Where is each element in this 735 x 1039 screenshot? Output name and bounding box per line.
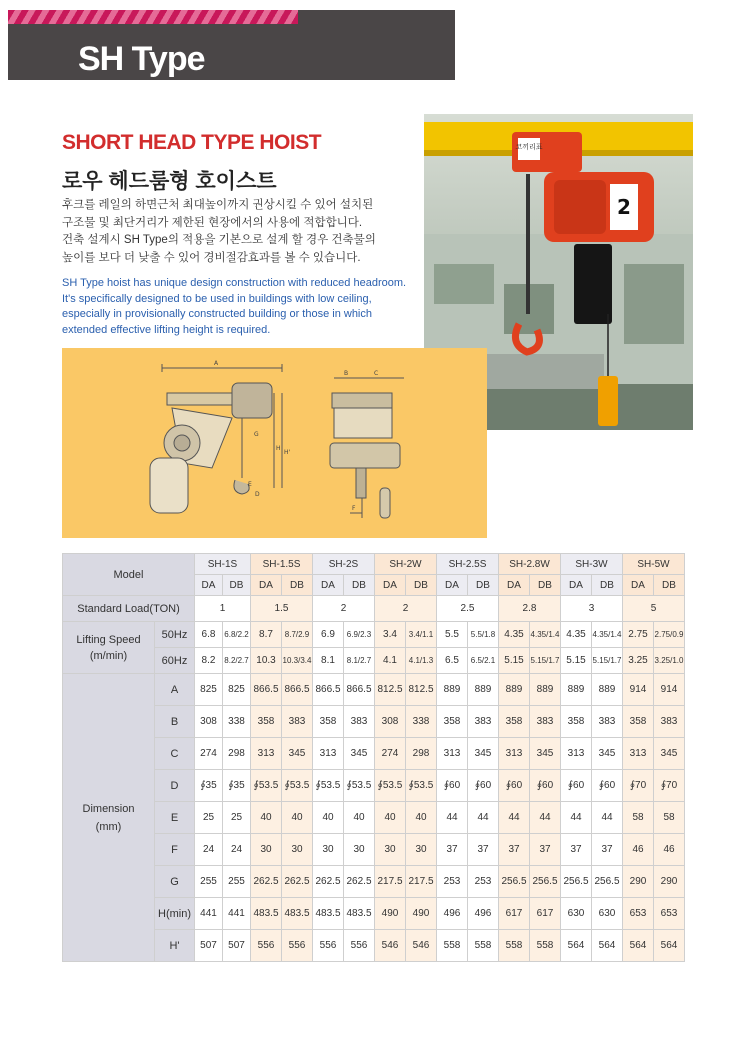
dimension-value: 58 xyxy=(654,802,685,834)
load-value: 2.5 xyxy=(437,596,499,622)
dimension-value: 274 xyxy=(195,738,223,770)
model-header: SH-3W xyxy=(561,554,623,575)
dimension-value: 490 xyxy=(375,898,406,930)
speed-value: 4.35 xyxy=(561,622,592,648)
desc-en-line: extended effective lifting height is required. xyxy=(62,323,271,336)
dim-label-d: D xyxy=(255,491,260,498)
dimension-value: 30 xyxy=(251,834,282,866)
speed-value: 10.3/3.4 xyxy=(282,648,313,674)
dimension-drawing xyxy=(62,348,487,538)
dimension-value: 383 xyxy=(592,706,623,738)
dimension-value: ∮60 xyxy=(592,770,623,802)
row-dimension xyxy=(63,738,685,770)
speed-value: 3.4 xyxy=(375,622,406,648)
dimension-value: 262.5 xyxy=(313,866,344,898)
model-header: SH-2S xyxy=(313,554,375,575)
dimension-value: 25 xyxy=(195,802,223,834)
dimension-value: 546 xyxy=(406,930,437,962)
row-dimension xyxy=(63,802,685,834)
dimension-label xyxy=(63,674,155,962)
lifting-speed-label xyxy=(63,622,155,674)
speed-value: 5.15/1.7 xyxy=(530,648,561,674)
dimension-value: 338 xyxy=(223,706,251,738)
speed-value: 5.15/1.7 xyxy=(592,648,623,674)
dimension-value: 358 xyxy=(499,706,530,738)
dimension-value: 308 xyxy=(375,706,406,738)
row-lifting-speed xyxy=(63,622,685,648)
sub-header-da: DA xyxy=(251,575,282,596)
dimension-value: ∮53.5 xyxy=(251,770,282,802)
dimension-value: 914 xyxy=(654,674,685,706)
speed-value: 10.3 xyxy=(251,648,282,674)
dimension-value: 313 xyxy=(313,738,344,770)
dimension-value: 483.5 xyxy=(344,898,375,930)
speed-value: 6.9 xyxy=(313,622,344,648)
lifting-speed-label-line: Lifting Speed xyxy=(76,633,141,646)
sub-header-da: DA xyxy=(499,575,530,596)
description-english xyxy=(62,276,417,338)
dimension-value: 253 xyxy=(468,866,499,898)
dimension-value: 441 xyxy=(195,898,223,930)
dimension-value: 630 xyxy=(592,898,623,930)
speed-value: 6.8 xyxy=(195,622,223,648)
dimension-value: 40 xyxy=(406,802,437,834)
dimension-value: ∮53.5 xyxy=(313,770,344,802)
dimension-value: 558 xyxy=(499,930,530,962)
dimension-value: 383 xyxy=(344,706,375,738)
dimension-value: 37 xyxy=(592,834,623,866)
speed-value: 4.35 xyxy=(499,622,530,648)
model-header: SH-2W xyxy=(375,554,437,575)
page-title: SH Type xyxy=(78,40,205,78)
speed-value: 6.5/2.1 xyxy=(468,648,499,674)
dimension-key: F xyxy=(155,834,195,866)
dimension-value: 30 xyxy=(406,834,437,866)
dim-label-a: A xyxy=(214,360,219,367)
dimension-value: 30 xyxy=(282,834,313,866)
dimension-value: 313 xyxy=(499,738,530,770)
sub-header-db: DB xyxy=(406,575,437,596)
title-ko: 로우 헤드룸형 호이스트 xyxy=(62,170,277,193)
row-standard-load xyxy=(63,596,685,622)
spec-table xyxy=(62,553,685,962)
sub-header-da: DA xyxy=(313,575,344,596)
dimension-value: 37 xyxy=(499,834,530,866)
speed-value: 4.35/1.4 xyxy=(530,622,561,648)
dimension-value: 46 xyxy=(623,834,654,866)
dimension-value: ∮60 xyxy=(530,770,561,802)
dimension-value: 30 xyxy=(344,834,375,866)
dim-label-h: H xyxy=(276,445,281,452)
dimension-value: 889 xyxy=(499,674,530,706)
dimension-value: 313 xyxy=(437,738,468,770)
dimension-value: ∮53.5 xyxy=(344,770,375,802)
row-dimension xyxy=(63,706,685,738)
speed-value: 5.5 xyxy=(437,622,468,648)
dimension-key: H(min) xyxy=(155,898,195,930)
speed-value: 8.7/2.9 xyxy=(282,622,313,648)
dimension-value: 889 xyxy=(561,674,592,706)
dimension-value: 255 xyxy=(195,866,223,898)
dimension-key: D xyxy=(155,770,195,802)
dimension-value: 345 xyxy=(468,738,499,770)
dimension-value: 889 xyxy=(592,674,623,706)
dimension-value: 889 xyxy=(468,674,499,706)
dimension-value: 653 xyxy=(623,898,654,930)
dim-label-c: C xyxy=(374,370,379,377)
dimension-key: B xyxy=(155,706,195,738)
dimension-value: ∮35 xyxy=(195,770,223,802)
dimension-value: 262.5 xyxy=(251,866,282,898)
dimension-value: 24 xyxy=(223,834,251,866)
dimension-value: 812.5 xyxy=(375,674,406,706)
table-body xyxy=(63,554,685,962)
dimension-value: 556 xyxy=(313,930,344,962)
speed-value: 8.1/2.7 xyxy=(344,648,375,674)
dimension-value: 653 xyxy=(654,898,685,930)
dimension-value: 866.5 xyxy=(344,674,375,706)
dimension-value: 256.5 xyxy=(499,866,530,898)
dimension-value: 290 xyxy=(623,866,654,898)
dimension-value: 40 xyxy=(313,802,344,834)
dimension-value: 564 xyxy=(561,930,592,962)
dimension-value: 558 xyxy=(437,930,468,962)
dimension-drawing-svg xyxy=(62,348,487,538)
dimension-value: ∮53.5 xyxy=(375,770,406,802)
speed-value: 8.1 xyxy=(313,648,344,674)
model-header: SH-5W xyxy=(623,554,685,575)
dim-label-f: F xyxy=(352,505,356,512)
dimension-value: 358 xyxy=(561,706,592,738)
dimension-key: G xyxy=(155,866,195,898)
sub-header-da: DA xyxy=(437,575,468,596)
load-value: 5 xyxy=(623,596,685,622)
dimension-key: H' xyxy=(155,930,195,962)
sub-header-db: DB xyxy=(344,575,375,596)
model-header: SH-2.8W xyxy=(499,554,561,575)
dimension-value: 866.5 xyxy=(313,674,344,706)
dimension-value: ∮53.5 xyxy=(282,770,313,802)
speed-value: 6.5 xyxy=(437,648,468,674)
speed-value: 5.5/1.8 xyxy=(468,622,499,648)
dimension-value: 37 xyxy=(561,834,592,866)
dimension-value: 914 xyxy=(623,674,654,706)
desc-en-line: especially in provisionally constructed building or those in which xyxy=(62,308,372,320)
dimension-value: 256.5 xyxy=(530,866,561,898)
dimension-key: E xyxy=(155,802,195,834)
desc-ko-line: 높이를 보다 더 낮출 수 있어 경비절감효과를 볼 수 있습니다. xyxy=(62,251,361,264)
dimension-value: ∮60 xyxy=(437,770,468,802)
dimension-value: 217.5 xyxy=(375,866,406,898)
dimension-value: 253 xyxy=(437,866,468,898)
dimension-value: 313 xyxy=(561,738,592,770)
dimension-value: 564 xyxy=(592,930,623,962)
dimension-value: ∮35 xyxy=(223,770,251,802)
dimension-value: 262.5 xyxy=(344,866,375,898)
dimension-value: 441 xyxy=(223,898,251,930)
dimension-value: 496 xyxy=(468,898,499,930)
sub-header-da: DA xyxy=(561,575,592,596)
sub-header-db: DB xyxy=(530,575,561,596)
speed-value: 3.4/1.1 xyxy=(406,622,437,648)
dim-label-h-prime: H' xyxy=(284,449,291,456)
dimension-value: 564 xyxy=(623,930,654,962)
dimension-value: 345 xyxy=(344,738,375,770)
dimension-value: 358 xyxy=(437,706,468,738)
dimension-value: 262.5 xyxy=(282,866,313,898)
dimension-value: 313 xyxy=(251,738,282,770)
dimension-value: 46 xyxy=(654,834,685,866)
load-value: 2.8 xyxy=(499,596,561,622)
row-dimension xyxy=(63,770,685,802)
speed-value: 5.15 xyxy=(561,648,592,674)
dimension-value: 37 xyxy=(468,834,499,866)
sub-header-db: DB xyxy=(592,575,623,596)
dimension-value: 345 xyxy=(282,738,313,770)
dimension-value: 546 xyxy=(375,930,406,962)
row-dimension xyxy=(63,930,685,962)
speed-value: 3.25/1.0 xyxy=(654,648,685,674)
dimension-value: 345 xyxy=(530,738,561,770)
model-label: Model xyxy=(63,554,195,596)
dimension-value: 556 xyxy=(251,930,282,962)
dimension-value: 383 xyxy=(468,706,499,738)
dimension-value: 825 xyxy=(223,674,251,706)
dimension-value: 24 xyxy=(195,834,223,866)
description-korean xyxy=(62,197,407,267)
dimension-value: 37 xyxy=(530,834,561,866)
dimension-value: 483.5 xyxy=(313,898,344,930)
dimension-key: C xyxy=(155,738,195,770)
dimension-value: 44 xyxy=(561,802,592,834)
desc-ko-line: 구조물 및 최단거리가 제한된 현장에서의 사용에 적합합니다. xyxy=(62,216,363,229)
dimension-value: ∮60 xyxy=(561,770,592,802)
dimension-value: ∮70 xyxy=(623,770,654,802)
dimension-value: 345 xyxy=(654,738,685,770)
lifting-speed-label-line: (m/min) xyxy=(89,649,128,662)
dimension-value: 617 xyxy=(530,898,561,930)
dimension-value: 40 xyxy=(251,802,282,834)
dimension-value: 25 xyxy=(223,802,251,834)
dimension-value: 556 xyxy=(344,930,375,962)
speed-value: 6.8/2.2 xyxy=(223,622,251,648)
load-label: Standard Load(TON) xyxy=(63,596,195,622)
model-header: SH-1S xyxy=(195,554,251,575)
dimension-value: ∮60 xyxy=(499,770,530,802)
dimension-value: 256.5 xyxy=(561,866,592,898)
row-lifting-speed xyxy=(63,648,685,674)
dimension-value: 44 xyxy=(530,802,561,834)
dimension-value: 338 xyxy=(406,706,437,738)
dimension-value: 255 xyxy=(223,866,251,898)
speed-value: 4.35/1.4 xyxy=(592,622,623,648)
dimension-value: 483.5 xyxy=(282,898,313,930)
dimension-value: 825 xyxy=(195,674,223,706)
desc-ko-line: 건축 설계시 SH Type의 적용을 기본으로 설계 할 경우 건축물의 xyxy=(62,234,376,246)
header-row-models xyxy=(63,554,685,575)
load-value: 2 xyxy=(313,596,375,622)
dimension-value: 383 xyxy=(282,706,313,738)
speed-value: 3.25 xyxy=(623,648,654,674)
desc-ko-line: 후크를 레일의 하면근처 최대높이까지 권상시킬 수 있어 설치된 xyxy=(62,199,374,211)
title-en: SHORT HEAD TYPE HOIST xyxy=(62,131,322,154)
dimension-value: 558 xyxy=(530,930,561,962)
dimension-value: 345 xyxy=(592,738,623,770)
dimension-value: 889 xyxy=(530,674,561,706)
dimension-value: 383 xyxy=(530,706,561,738)
speed-hz: 50Hz xyxy=(155,622,195,648)
load-value: 2 xyxy=(375,596,437,622)
dimension-key: A xyxy=(155,674,195,706)
dimension-value: 496 xyxy=(437,898,468,930)
dimension-value: 44 xyxy=(437,802,468,834)
dimension-value: 507 xyxy=(195,930,223,962)
row-dimension xyxy=(63,834,685,866)
dimension-value: 217.5 xyxy=(406,866,437,898)
dimension-value: 308 xyxy=(195,706,223,738)
photo-sign-1: 코끼리표 xyxy=(515,143,543,151)
dimension-value: 630 xyxy=(561,898,592,930)
dimension-value: ∮70 xyxy=(654,770,685,802)
dimension-value: 812.5 xyxy=(406,674,437,706)
load-value: 1 xyxy=(195,596,251,622)
dimension-value: 617 xyxy=(499,898,530,930)
dimension-value: 40 xyxy=(344,802,375,834)
sub-header-da: DA xyxy=(375,575,406,596)
dimension-value: 290 xyxy=(654,866,685,898)
dimension-value: 358 xyxy=(623,706,654,738)
sub-header-db: DB xyxy=(282,575,313,596)
dimension-value: 358 xyxy=(251,706,282,738)
speed-value: 8.2 xyxy=(195,648,223,674)
header-stripes xyxy=(8,10,298,24)
header-banner xyxy=(8,10,455,80)
dimension-value: 30 xyxy=(375,834,406,866)
sub-header-db: DB xyxy=(654,575,685,596)
speed-value: 8.2/2.7 xyxy=(223,648,251,674)
dimension-label-line: (mm) xyxy=(95,820,122,833)
dimension-value: 358 xyxy=(313,706,344,738)
speed-hz: 60Hz xyxy=(155,648,195,674)
sub-header-da: DA xyxy=(195,575,223,596)
dimension-value: ∮60 xyxy=(468,770,499,802)
model-header: SH-1.5S xyxy=(251,554,313,575)
dimension-value: 483.5 xyxy=(251,898,282,930)
dimension-value: 866.5 xyxy=(251,674,282,706)
dimension-value: 507 xyxy=(223,930,251,962)
dimension-value: 58 xyxy=(623,802,654,834)
speed-value: 6.9/2.3 xyxy=(344,622,375,648)
dimension-value: 44 xyxy=(499,802,530,834)
dimension-value: ∮53.5 xyxy=(406,770,437,802)
sub-header-da: DA xyxy=(623,575,654,596)
dimension-value: 558 xyxy=(468,930,499,962)
dimension-value: 889 xyxy=(437,674,468,706)
sub-header-db: DB xyxy=(468,575,499,596)
dimension-value: 556 xyxy=(282,930,313,962)
row-dimension xyxy=(63,674,685,706)
dimension-value: 564 xyxy=(654,930,685,962)
desc-en-line: SH Type hoist has unique design construction with reduced headroom. xyxy=(62,277,407,289)
load-value: 1.5 xyxy=(251,596,313,622)
dim-label-g: G xyxy=(254,431,259,438)
dimension-value: 313 xyxy=(623,738,654,770)
photo-sign-2: 2 xyxy=(617,195,631,219)
dimension-value: 298 xyxy=(406,738,437,770)
speed-value: 2.75/0.9 xyxy=(654,622,685,648)
dimension-value: 30 xyxy=(313,834,344,866)
dimension-value: 44 xyxy=(592,802,623,834)
speed-value: 5.15 xyxy=(499,648,530,674)
dimension-value: 490 xyxy=(406,898,437,930)
speed-value: 8.7 xyxy=(251,622,282,648)
speed-value: 2.75 xyxy=(623,622,654,648)
dimension-value: 40 xyxy=(282,802,313,834)
dim-label-e: E xyxy=(248,481,252,488)
sub-header-db: DB xyxy=(223,575,251,596)
dimension-value: 37 xyxy=(437,834,468,866)
speed-value: 4.1/1.3 xyxy=(406,648,437,674)
dimension-value: 383 xyxy=(654,706,685,738)
dim-label-b: B xyxy=(344,370,349,377)
dimension-value: 866.5 xyxy=(282,674,313,706)
dimension-value: 298 xyxy=(223,738,251,770)
row-dimension xyxy=(63,866,685,898)
model-header: SH-2.5S xyxy=(437,554,499,575)
dimension-label-line: Dimension xyxy=(82,802,135,815)
dimension-value: 256.5 xyxy=(592,866,623,898)
load-value: 3 xyxy=(561,596,623,622)
row-dimension xyxy=(63,898,685,930)
dimension-value: 40 xyxy=(375,802,406,834)
speed-value: 4.1 xyxy=(375,648,406,674)
dimension-value: 44 xyxy=(468,802,499,834)
desc-en-line: It's specifically designed to be used in buildings with low ceiling, xyxy=(62,292,372,305)
dimension-value: 274 xyxy=(375,738,406,770)
